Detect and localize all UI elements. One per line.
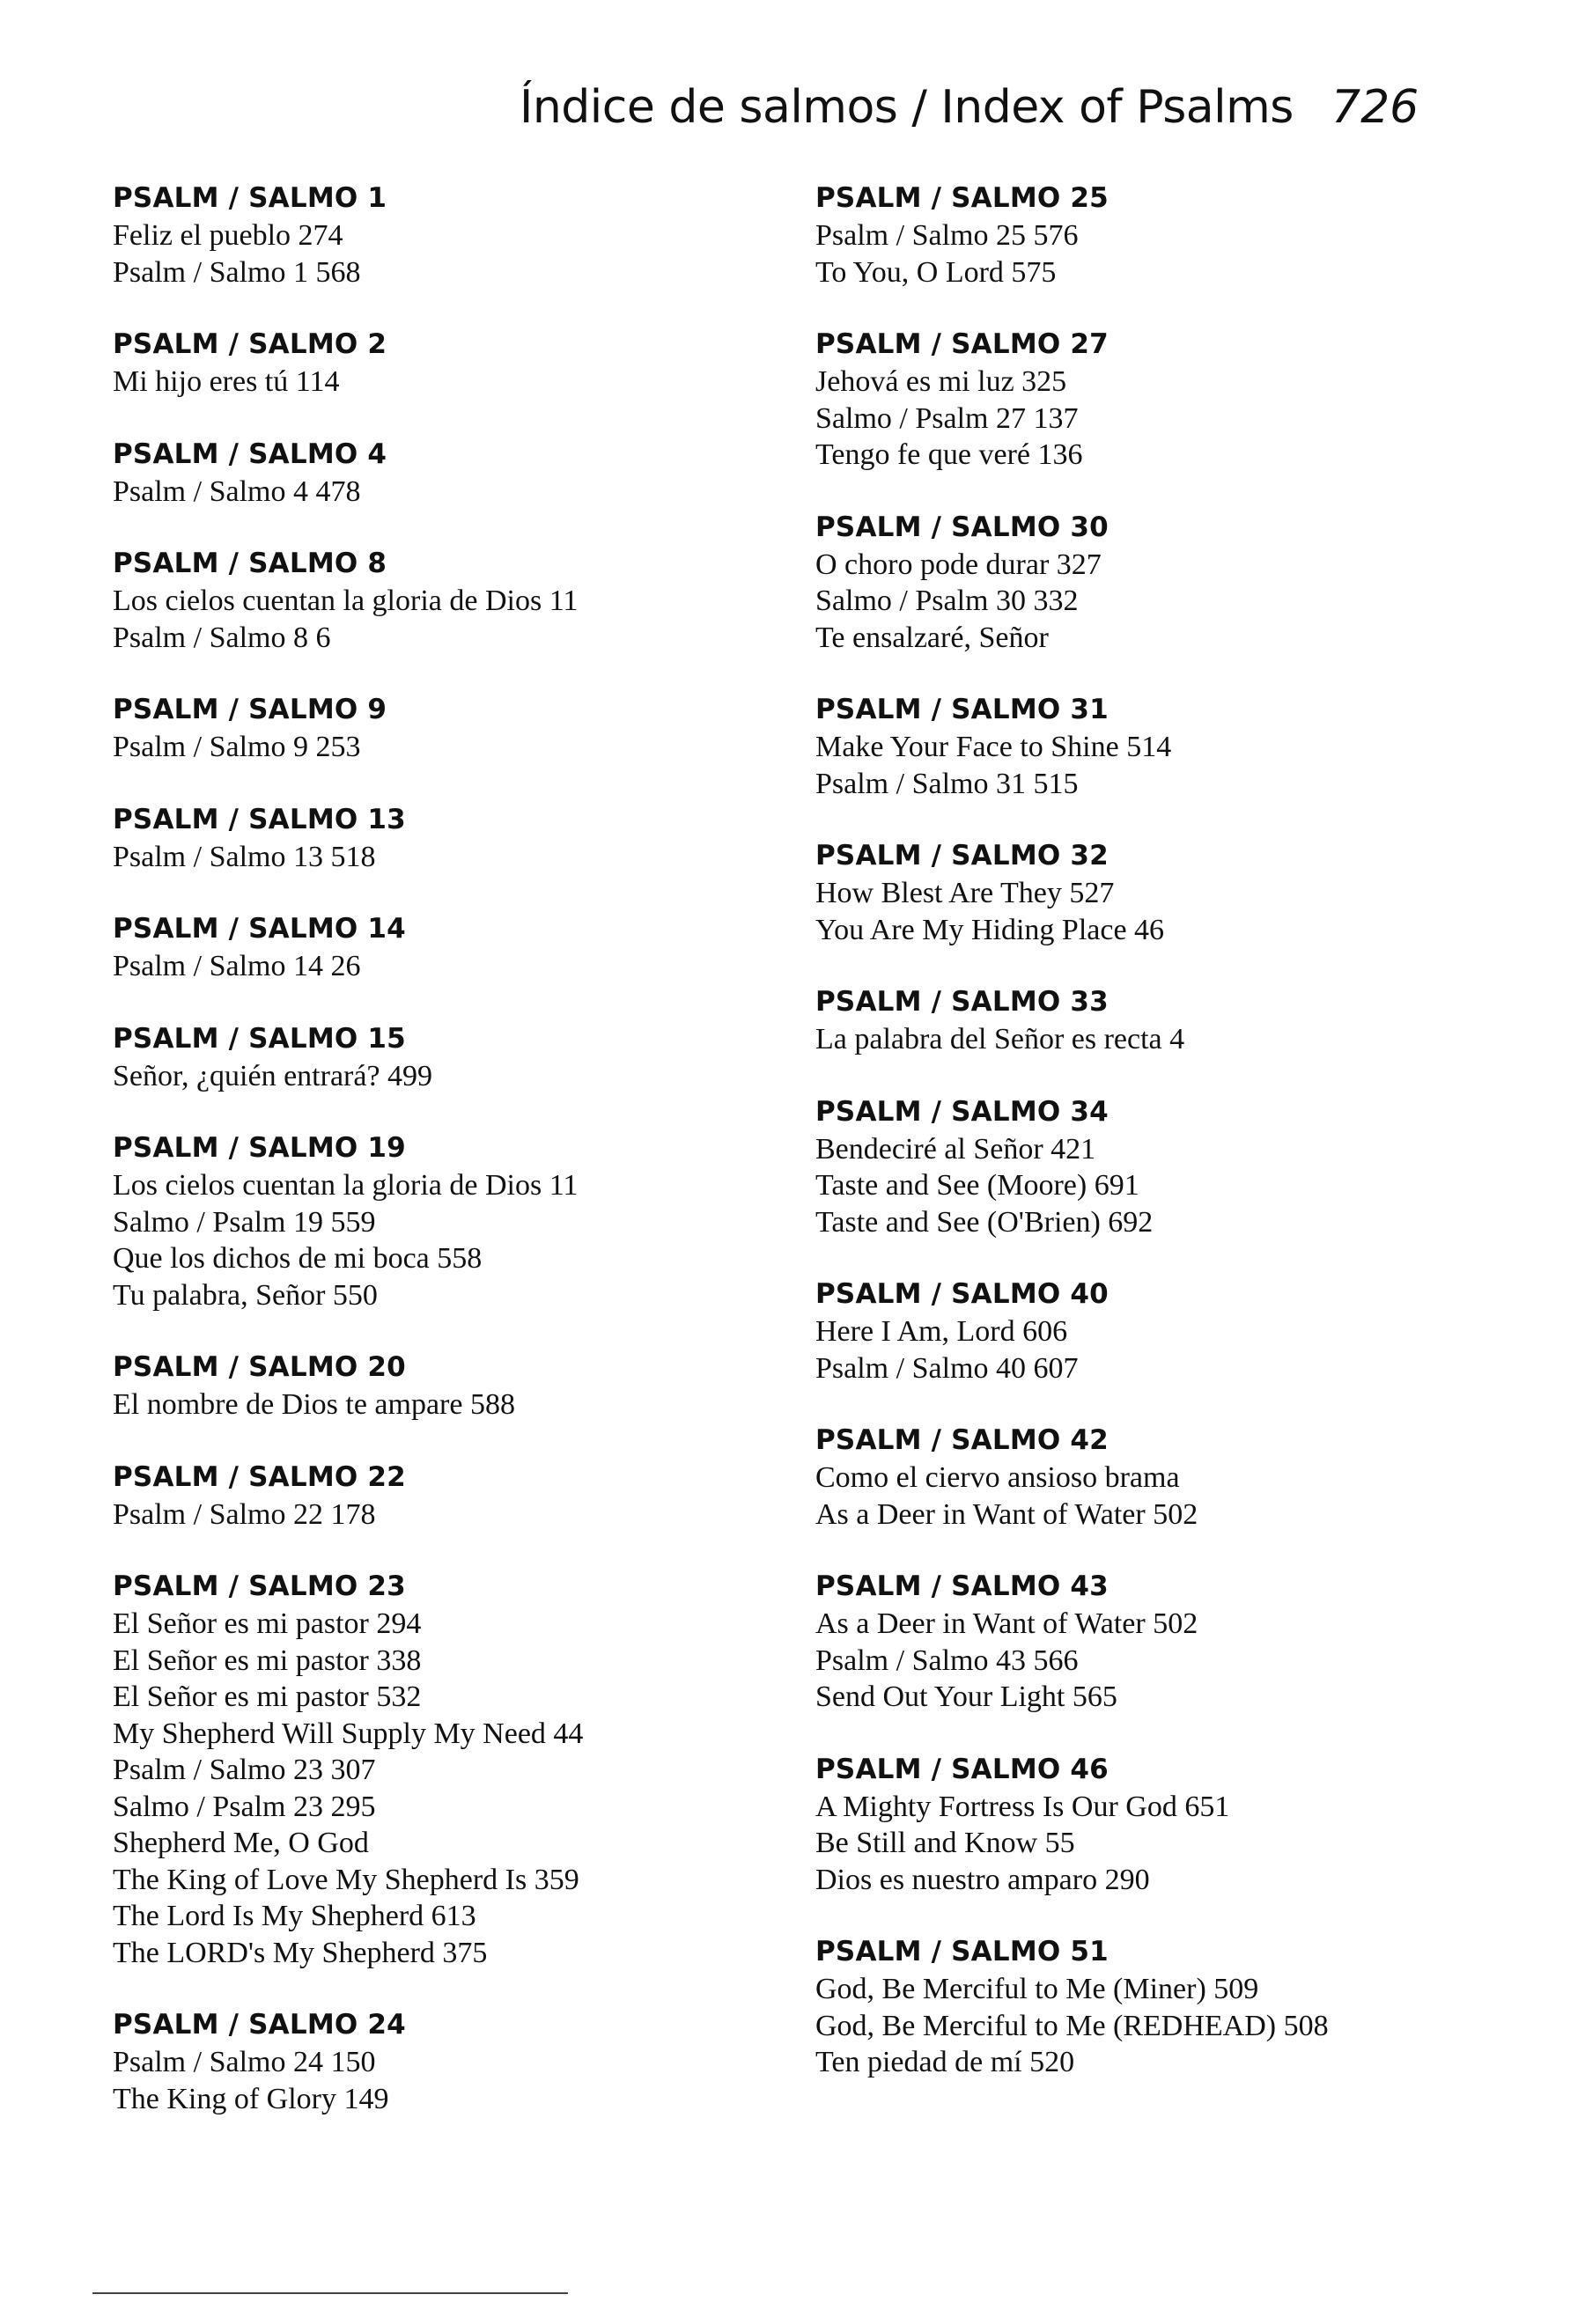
index-entry: Psalm / Salmo 8 6 [113, 621, 331, 654]
index-entry: Los cielos cuentan la gloria de Dios 11 [113, 1169, 579, 1202]
index-entry: Te ensalzaré, Señor [815, 621, 1049, 654]
psalm-heading: PSALM / SALMO 1 [113, 182, 387, 214]
psalm-group [113, 910, 782, 985]
index-entry: Bendeciré al Señor 421 [815, 1132, 1096, 1166]
index-entry: Psalm / Salmo 23 307 [113, 1754, 376, 1786]
index-entry: Taste and See (O'Brien) 692 [815, 1205, 1154, 1239]
index-entry: Tengo fe que veré 136 [815, 438, 1083, 471]
footer-rule [92, 2292, 568, 2294]
index-entry: Tu palabra, Señor 550 [113, 1278, 378, 1312]
psalm-heading: PSALM / SALMO 51 [815, 1936, 1109, 1967]
psalm-group [815, 691, 1573, 802]
psalm-heading: PSALM / SALMO 23 [113, 1570, 406, 1602]
page-number: 726 [1331, 81, 1419, 134]
index-entry: My Shepherd Will Supply My Need 44 [113, 1717, 584, 1750]
index-entry: Psalm / Salmo 24 150 [113, 2046, 376, 2078]
psalm-heading: PSALM / SALMO 27 [815, 328, 1109, 360]
psalm-heading: PSALM / SALMO 32 [815, 840, 1109, 872]
psalm-group [113, 1459, 782, 1533]
index-entry: How Blest Are They 527 [815, 877, 1115, 909]
index-entry: As a Deer in Want of Water 502 [815, 1607, 1198, 1640]
index-entry: Salmo / Psalm 23 295 [113, 1790, 376, 1823]
index-entry: Make Your Face to Shine 514 [815, 731, 1172, 763]
psalm-group [113, 1349, 782, 1423]
psalm-heading: PSALM / SALMO 13 [113, 803, 406, 835]
index-entry: The King of Love My Shepherd Is 359 [113, 1863, 579, 1896]
index-entry: Psalm / Salmo 25 576 [815, 219, 1079, 252]
index-entry: A Mighty Fortress Is Our God 651 [815, 1790, 1230, 1823]
psalm-heading: PSALM / SALMO 25 [815, 182, 1109, 214]
index-entry: You Are My Hiding Place 46 [815, 913, 1165, 946]
index-column-right [815, 180, 1573, 2116]
psalm-heading: PSALM / SALMO 40 [815, 1278, 1109, 1310]
index-entry: Shepherd Me, O God [113, 1827, 369, 1859]
index-entry: Salmo / Psalm 27 137 [815, 401, 1079, 435]
psalm-group [815, 837, 1573, 948]
psalm-group [113, 326, 782, 401]
psalm-group [113, 1568, 782, 1971]
psalm-group [815, 1568, 1573, 1716]
psalm-group [815, 1093, 1573, 1241]
psalm-group [815, 509, 1573, 657]
index-entry: El Señor es mi pastor 294 [113, 1607, 422, 1640]
psalm-group [815, 326, 1573, 474]
index-entry: Be Still and Know 55 [815, 1827, 1075, 1859]
psalm-heading: PSALM / SALMO 24 [113, 2009, 406, 2041]
psalm-group [815, 1933, 1573, 2081]
index-entry: Feliz el pueblo 274 [113, 219, 343, 252]
index-entry: Psalm / Salmo 13 518 [113, 840, 376, 873]
index-entry: Psalm / Salmo 9 253 [113, 731, 361, 763]
psalm-group [815, 1276, 1573, 1386]
index-entry: As a Deer in Want of Water 502 [815, 1497, 1198, 1531]
index-entry: Como el ciervo ansioso brama [815, 1461, 1180, 1494]
psalm-heading: PSALM / SALMO 4 [113, 438, 387, 470]
psalm-heading: PSALM / SALMO 46 [815, 1753, 1109, 1785]
index-entry: Psalm / Salmo 14 26 [113, 950, 361, 982]
psalm-heading: PSALM / SALMO 20 [113, 1351, 406, 1383]
index-entry: Psalm / Salmo 40 607 [815, 1351, 1079, 1385]
index-entry: El nombre de Dios te ampare 588 [113, 1388, 515, 1421]
index-entry: Dios es nuestro amparo 290 [815, 1863, 1150, 1896]
psalm-heading: PSALM / SALMO 19 [113, 1132, 406, 1164]
psalm-group [113, 1129, 782, 1313]
psalm-heading: PSALM / SALMO 8 [113, 548, 387, 579]
psalm-group [113, 1020, 782, 1095]
index-entry: La palabra del Señor es recta 4 [815, 1023, 1185, 1055]
psalm-group [113, 180, 782, 290]
index-entry: O choro pode durar 327 [815, 548, 1102, 581]
psalm-group [113, 2006, 782, 2117]
psalm-group [815, 983, 1573, 1058]
psalm-heading: PSALM / SALMO 15 [113, 1022, 406, 1055]
psalm-heading: PSALM / SALMO 2 [113, 328, 387, 360]
index-entry: Salmo / Psalm 30 332 [815, 585, 1079, 617]
index-entry: Psalm / Salmo 22 178 [113, 1497, 376, 1531]
index-entry: Que los dichos de mi boca 558 [113, 1242, 483, 1275]
psalm-group [815, 180, 1573, 290]
index-entry: God, Be Merciful to Me (Miner) 509 [815, 1973, 1259, 2005]
index-entry: El Señor es mi pastor 338 [113, 1644, 422, 1677]
psalm-group [113, 691, 782, 766]
index-entry: Psalm / Salmo 1 568 [113, 255, 361, 289]
index-entry: Psalm / Salmo 31 515 [815, 767, 1079, 800]
index-entry: Salmo / Psalm 19 559 [113, 1205, 376, 1239]
index-entry: Mi hijo eres tú 114 [113, 365, 340, 398]
page-title: Índice de salmos / Index of Psalms [520, 81, 1294, 134]
index-entry: Taste and See (Moore) 691 [815, 1169, 1139, 1202]
index-entry: Psalm / Salmo 4 478 [113, 474, 361, 508]
psalm-group [113, 801, 782, 876]
index-entry: The Lord Is My Shepherd 613 [113, 1900, 476, 1932]
psalm-heading: PSALM / SALMO 22 [113, 1460, 406, 1493]
psalm-heading: PSALM / SALMO 33 [815, 986, 1109, 1018]
index-entry: El Señor es mi pastor 532 [113, 1680, 422, 1713]
index-column-left [113, 180, 782, 2152]
index-entry: The King of Glory 149 [113, 2082, 389, 2115]
psalm-group [113, 436, 782, 511]
index-entry: The LORD's My Shepherd 375 [113, 1936, 488, 1969]
psalm-heading: PSALM / SALMO 42 [815, 1424, 1109, 1456]
psalm-heading: PSALM / SALMO 43 [815, 1570, 1109, 1602]
index-entry: God, Be Merciful to Me (REDHEAD) 508 [815, 2009, 1329, 2042]
psalm-group [815, 1422, 1573, 1533]
psalm-group [815, 1751, 1573, 1899]
psalm-heading: PSALM / SALMO 31 [815, 694, 1109, 725]
psalm-heading: PSALM / SALMO 14 [113, 913, 406, 945]
index-entry: Los cielos cuentan la gloria de Dios 11 [113, 585, 579, 617]
index-entry: Psalm / Salmo 43 566 [815, 1644, 1079, 1677]
index-entry: Here I Am, Lord 606 [815, 1315, 1068, 1348]
psalm-heading: PSALM / SALMO 34 [815, 1095, 1109, 1128]
psalm-heading: PSALM / SALMO 9 [113, 694, 387, 725]
index-entry: Send Out Your Light 565 [815, 1680, 1117, 1713]
psalm-heading: PSALM / SALMO 30 [815, 511, 1109, 543]
index-entry: Jehová es mi luz 325 [815, 365, 1067, 398]
index-entry: To You, O Lord 575 [815, 255, 1057, 289]
index-entry: Señor, ¿quién entrará? 499 [113, 1059, 433, 1092]
psalm-group [113, 545, 782, 656]
index-entry: Ten piedad de mí 520 [815, 2046, 1075, 2078]
